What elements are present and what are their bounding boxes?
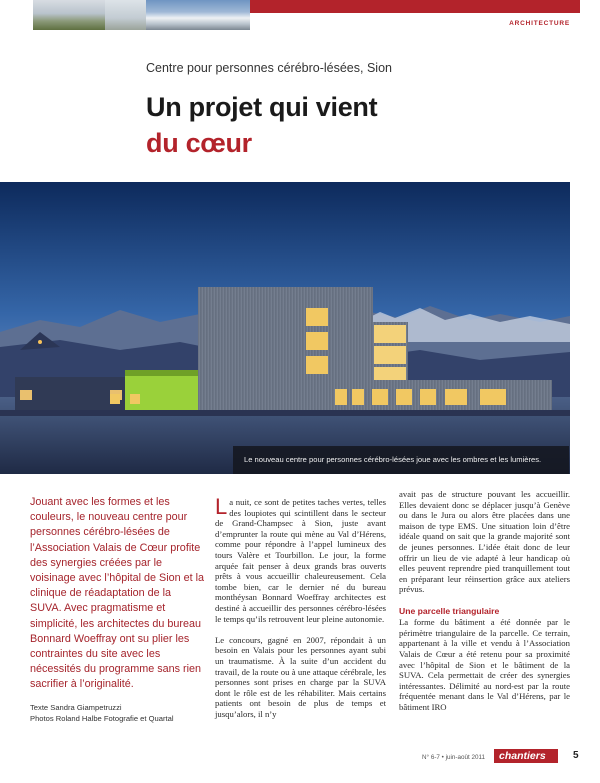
main-photo <box>0 182 570 474</box>
section-label: ARCHITECTURE <box>509 20 570 27</box>
thumbnail-mountain-photo <box>146 0 250 30</box>
body-paragraph: avait pas de structure pouvant les accueillir. Elles devaient donc se déplacer jusqu’à Genève ou dans le Jura ou alors être placées dans une maison de type EMS. Une situation loin d’être idéale quand on sait que la grande majorité sont de jeunes personnes. L’idée était donc de leur offrir un lieu de vie adapté à leur handicap où elles peuvent reprendre pied tranquillement tout en préparant leur réinsertion grâce aux ateliers prévus. <box>399 489 570 595</box>
article-title-line2: du cœur <box>146 128 252 158</box>
body-paragraph <box>215 494 386 624</box>
article-intro: Jouant avec les formes et les couleurs, le nouveau centre pour personnes cérébro-lésées de l’Association Valais de Cœur profite des synergies créées par le voisinage avec l’hôpital de Sion et la clinique de réadaptation de la SUVA. Avec pragmatisme et simplicité, les architectes du bureau Bonnard Woeffray ont su plier les contraintes du site avec les nécessités du programme sans rien sacrifier à l’originalité. <box>30 496 205 691</box>
section-subheading: Une parcelle triangulaire <box>399 605 500 616</box>
credit-photos: Photos Roland Halbe Fotografie et Quartal <box>30 714 174 724</box>
credit-text: Texte Sandra Giampetruzzi <box>30 703 122 712</box>
article-kicker: Centre pour personnes cérébro-lésées, Sion <box>146 61 392 75</box>
thumbnail-building-photo <box>33 0 105 30</box>
article-title-line1: Un projet qui vient <box>146 92 378 122</box>
drop-cap: L <box>215 494 228 519</box>
page-number: 5 <box>573 750 579 761</box>
magazine-logo: chantiers <box>494 749 558 763</box>
body-column-2 <box>399 489 570 723</box>
article-credits <box>30 702 205 725</box>
body-paragraph: La forme du bâtiment a été donnée par le périmètre triangulaire de la parcelle. Ce terrain, appartenant à la ville et vendu à l’Association Valais de Cœur a été retenu pour sa proximité avec l’hôpital de Sion et le bâtiment de la SUVA. Cela permettait de créer des synergies intéressantes. Délimité au nord-est par la route fréquentée menant dans le Val d’Hérens, par le bâtiment IRO <box>399 617 570 712</box>
thumbnail-facade-photo <box>105 0 146 30</box>
paragraph-text: a nuit, ce sont de petites taches vertes, telles des loupiotes qui scintillent dans le secteur de Grand-Champsec à Sion, juste avant d’emprunter la route qui mène au Val d’Hérens, comme pour répondre à l’appel lumineux des tours Valère et Tourbillon. Le jour, la forme arquée fait penser à deux grands bras ouverts prêts à vous accueillir chaleureusement. Cela tombe bien, car le dernier né du bureau monthéysan Bonnard Woeffray architectes est destiné à accueillir des personnes cérébro-lésées le temps qu’ils retrouvent leur pleine autonomie. <box>215 497 386 624</box>
body-column-1 <box>215 494 386 730</box>
photo-caption: Le nouveau centre pour personnes cérébro-lésées joue avec les ombres et les lumières. <box>244 455 542 464</box>
body-paragraph: Le concours, gagné en 2007, répondait à un besoin en Valais pour les personnes ayant subi un traumatisme. À la suite d’un accident du travail, de la route ou à une attaque cérébrale, les personnes sont prises en charge par la SUVA dont le rôle est de les réhabiliter. Mais certains patients ont besoin de plus de temps et jusqu’alors, il n’y <box>215 634 386 719</box>
red-header-bar <box>250 0 580 13</box>
issue-info: N° 6-7 • juin-août 2011 <box>422 754 486 761</box>
building-at-dusk-illustration <box>0 182 570 474</box>
